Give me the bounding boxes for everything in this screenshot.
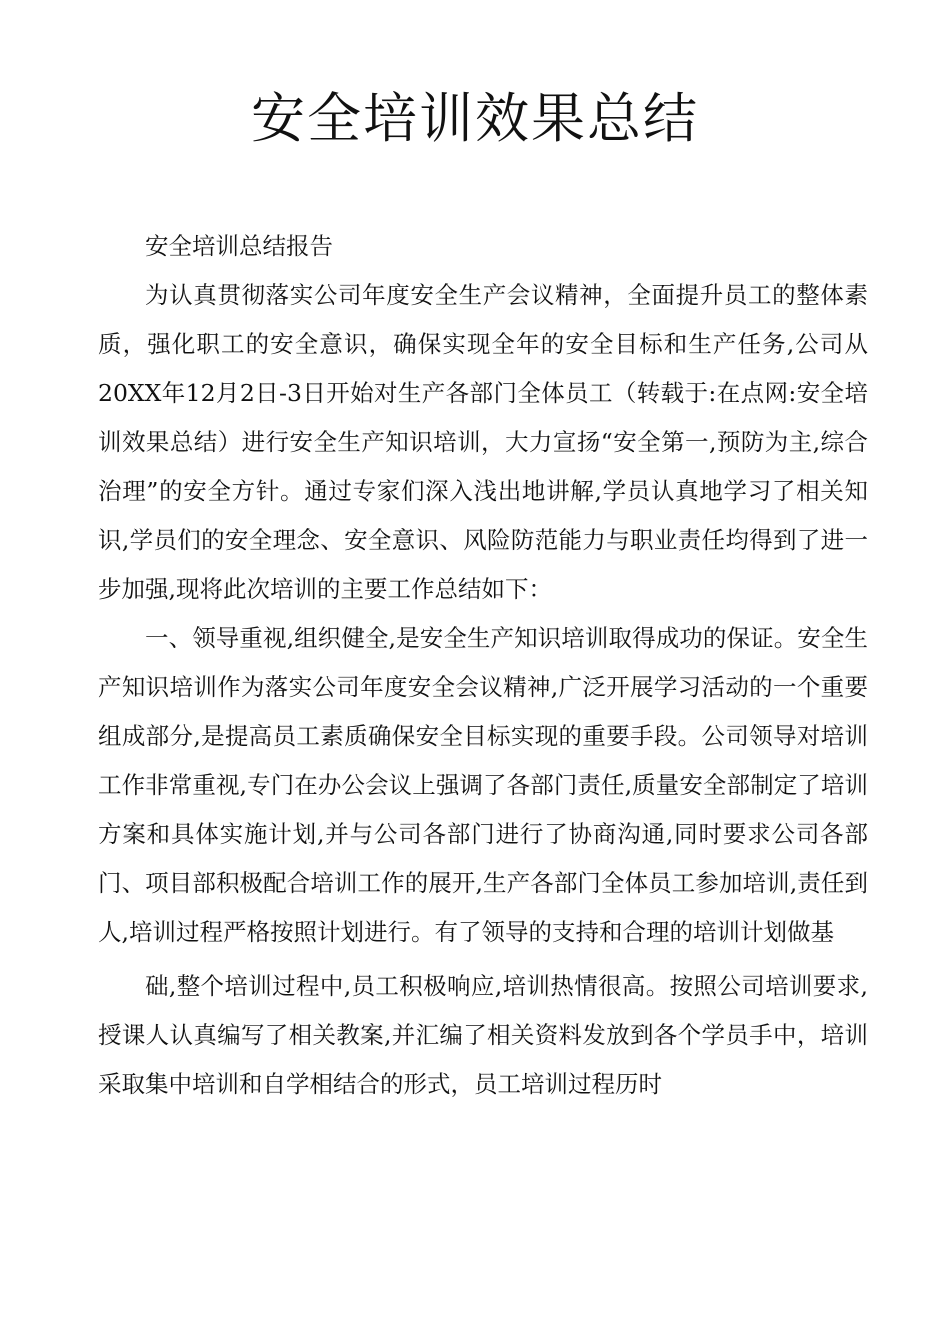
paragraph-intro: 为认真贯彻落实公司年度安全生产会议精神，全面提升员工的整体素质，强化职工的安全意识，确保实现全年的安全目标和生产任务,公司从20XX年12月2日-3日开始对生产各部门全体员工（转载于:在点网:安全培训效果总结）进行安全生产知识培训，大力宣扬“安全第一,预防为主,综合治理”的安全方针。通过专家们深入浅出地讲解,学员认真地学习了相关知识,学员们的安全理念、安全意识、风险防范能力与职业责任均得到了进一步加强,现将此次培训的主要工作总结如下： — [98, 281, 868, 603]
paragraph-subtitle: 安全培训总结报告 — [145, 232, 333, 260]
paragraph-section-one: 一、领导重视,组织健全,是安全生产知识培训取得成功的保证。安全生产知识培训作为落实公司年度安全会议精神,广泛开展学习活动的一个重要组成部分,是提高员工素质确保安全目标实现的重要手段。公司领导对培训工作非常重视,专门在办公会议上强调了各部门责任,质量安全部制定了培训方案和具体实施计划,并与公司各部门进行了协商沟通,同时要求公司各部门、项目部积极配合培训工作的展开,生产各部门全体员工参加培训,责任到人,培训过程严格按照计划进行。有了领导的支持和合理的培训计划做基 — [98, 624, 868, 946]
document-title: 安全培训效果总结 — [251, 87, 699, 150]
paragraph-continuation: 础,整个培训过程中,员工积极响应,培训热情很高。按照公司培训要求,授课人认真编写了相关教案,并汇编了相关资料发放到各个学员手中，培训采取集中培训和自学相结合的形式，员工培训过程历时 — [98, 972, 868, 1098]
document-body — [98, 222, 868, 1109]
